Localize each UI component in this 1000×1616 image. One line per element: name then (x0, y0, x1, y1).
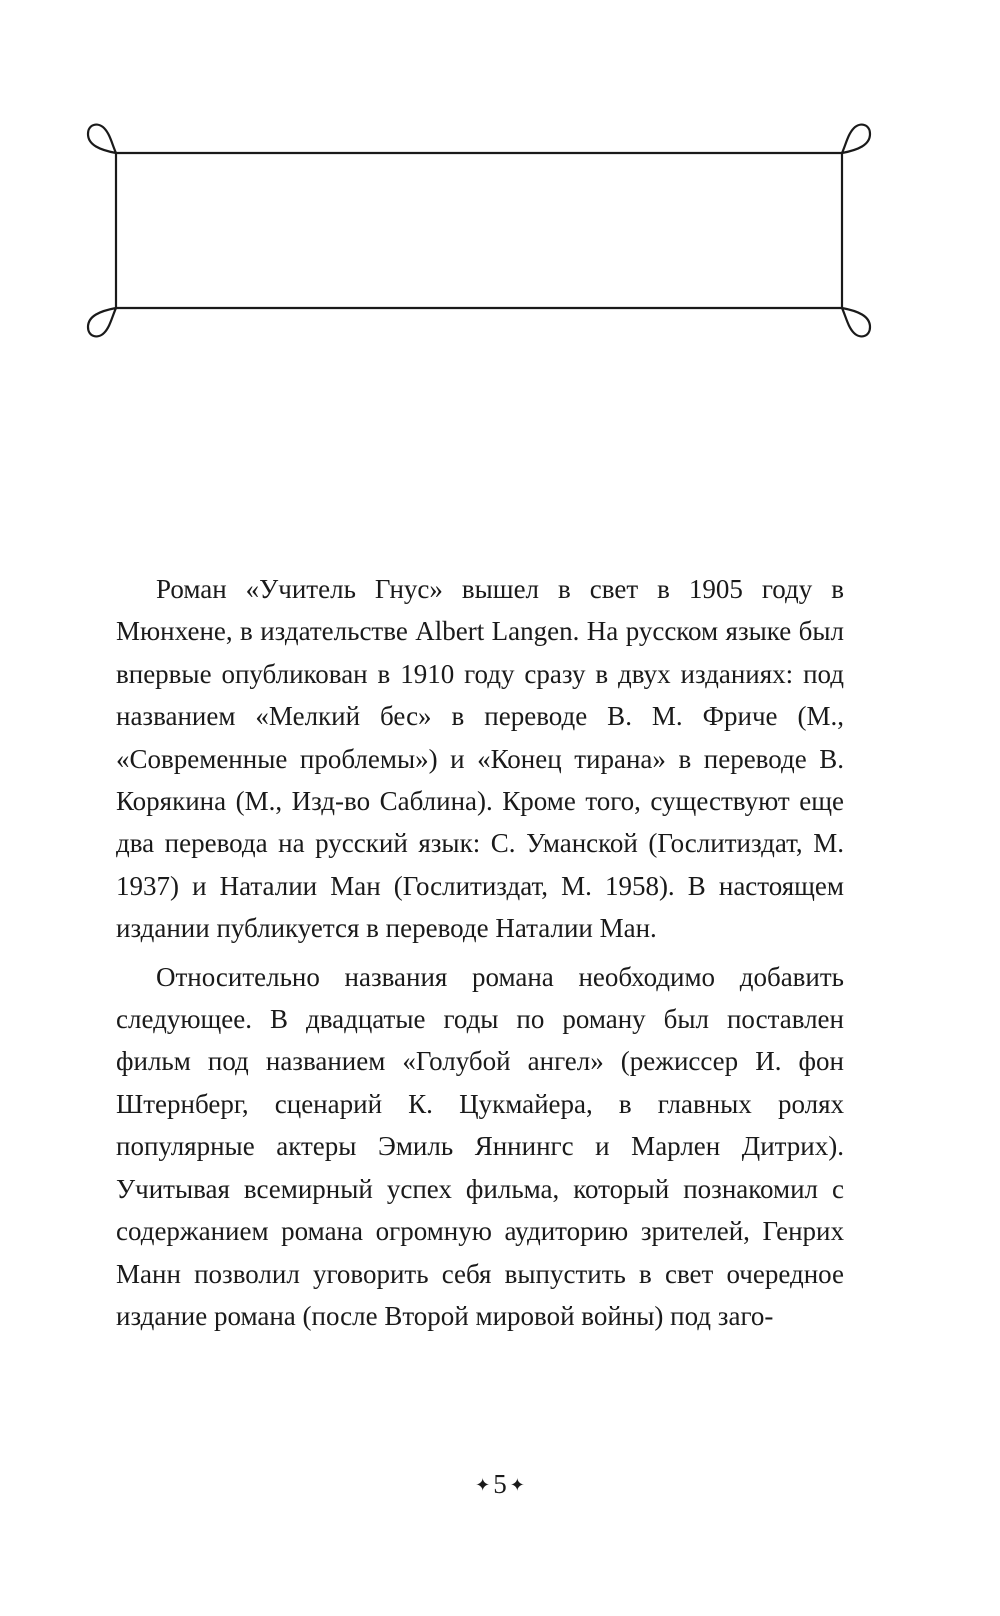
page-number-footer (0, 1468, 1000, 1503)
page-number: 5 (493, 1469, 507, 1499)
paragraph-2: Относительно названия романа необходимо добавить следующее. В двадцатые годы по роману был поставлен фильм под названием «Голубой ангел» (режиссер И. фон Штернберг, сценарий К. Цукмайера, в главных ролях популярные актеры Эмиль Яннингс и Марлен Дитрих). Учитывая всемирный успех фильма, который познакомил с содержанием романа огромную аудиторию зрителей, Генрих Манн позволил уговорить себя выпустить в свет очередное издание романа (после Второй мировой войны) под заго- (116, 961, 844, 1331)
decorative-title-frame (0, 0, 1000, 420)
ornament-star-icon: ✦ (509, 1474, 525, 1495)
body-text (116, 568, 844, 1343)
ornament-star-icon: ✦ (475, 1474, 491, 1495)
paragraph-1: Роман «Учитель Гнус» вышел в свет в 1905 году в Мюнхене, в издательстве Albert Langen. На русском языке был впервые опубликован в 1910 году сразу в двух изданиях: под названием «Мелкий бес» в переводе В. М. Фриче (М., «Современные проблемы») и «Конец тирана» в переводе В. Корякина (М., Изд-во Саблина). Кроме того, существуют еще два перевода на русский язык: С. Уманской (Гослитиздат, М. 1937) и Наталии Ман (Гослитиздат, М. 1958). В настоящем издании публикуется в переводе Наталии Ман. (116, 574, 844, 944)
